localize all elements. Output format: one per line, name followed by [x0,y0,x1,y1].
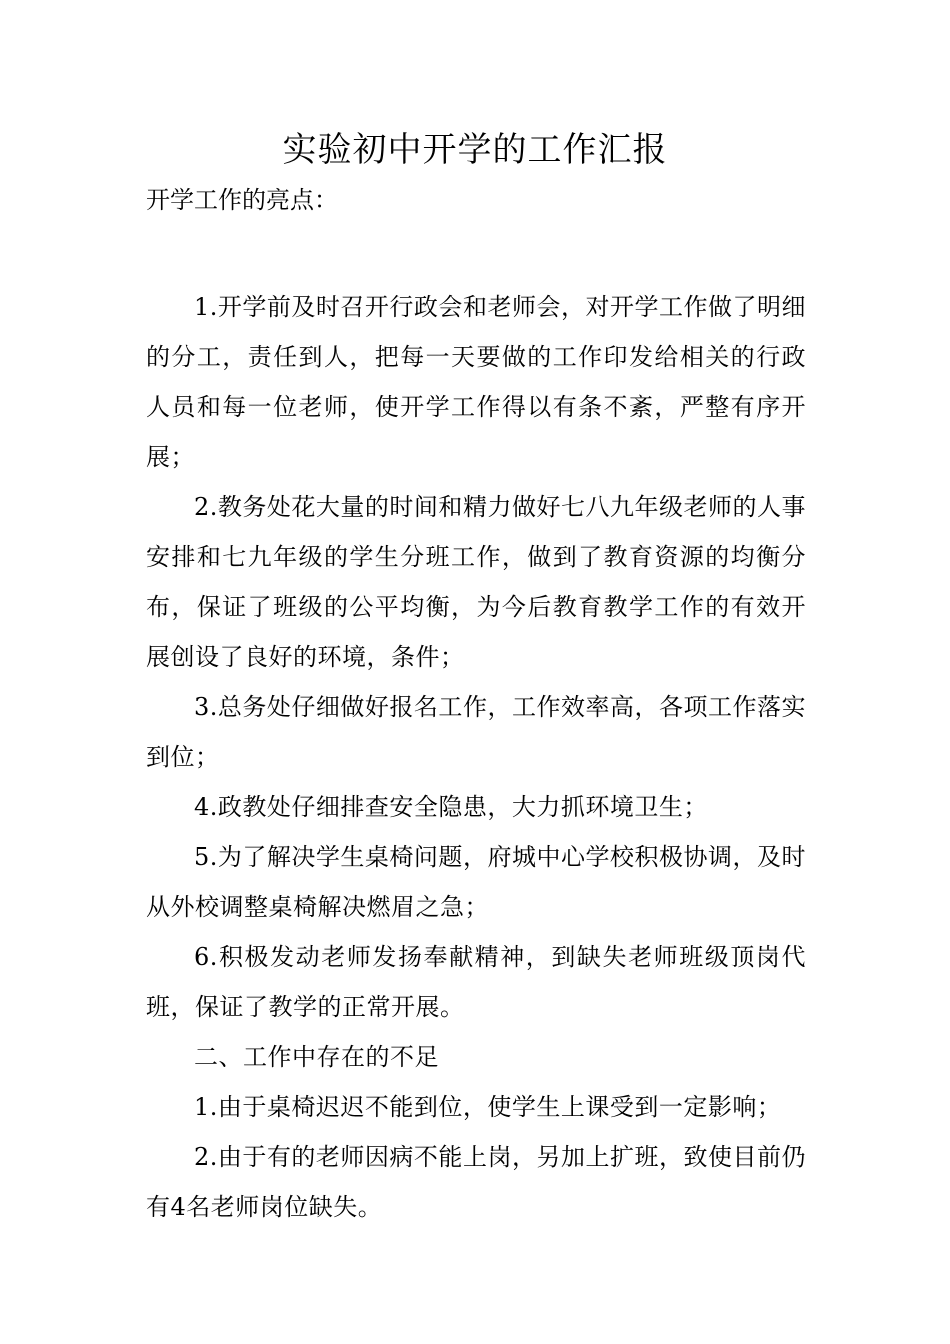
document-title: 实验初中开学的工作汇报 [282,130,668,170]
paragraph-8: 2.由于有的老师因病不能上岗，另加上扩班，致使目前仍有4名老师岗位缺失。 [146,1143,806,1221]
document-body [146,282,806,1232]
paragraph-4: 4.政教处仔细排查安全隐患，大力抓环境卫生； [194,793,708,821]
paragraph-6: 6.积极发动老师发扬奉献精神，到缺失老师班级顶岗代班，保证了教学的正常开展。 [146,943,806,1021]
paragraph-1: 1.开学前及时召开行政会和老师会，对开学工作做了明细的分工，责任到人，把每一天要做的工作印发给相关的行政人员和每一位老师，使开学工作得以有条不紊，严整有序开展； [146,293,806,471]
paragraph-2: 2.教务处花大量的时间和精力做好七八九年级老师的人事安排和七九年级的学生分班工作，做到了教育资源的均衡分布，保证了班级的公平均衡，为今后教育教学工作的有效开展创设了良好的环境，条件； [146,493,806,671]
section-heading-shortcomings: 二、工作中存在的不足 [194,1043,439,1071]
paragraph-7: 1.由于桌椅迟迟不能到位，使学生上课受到一定影响； [194,1093,782,1121]
section-lead: 开学工作的亮点： [146,186,338,214]
paragraph-3: 3.总务处仔细做好报名工作，工作效率高，各项工作落实到位； [146,693,806,771]
paragraph-5: 5.为了解决学生桌椅问题，府城中心学校积极协调，及时从外校调整桌椅解决燃眉之急； [146,843,806,921]
